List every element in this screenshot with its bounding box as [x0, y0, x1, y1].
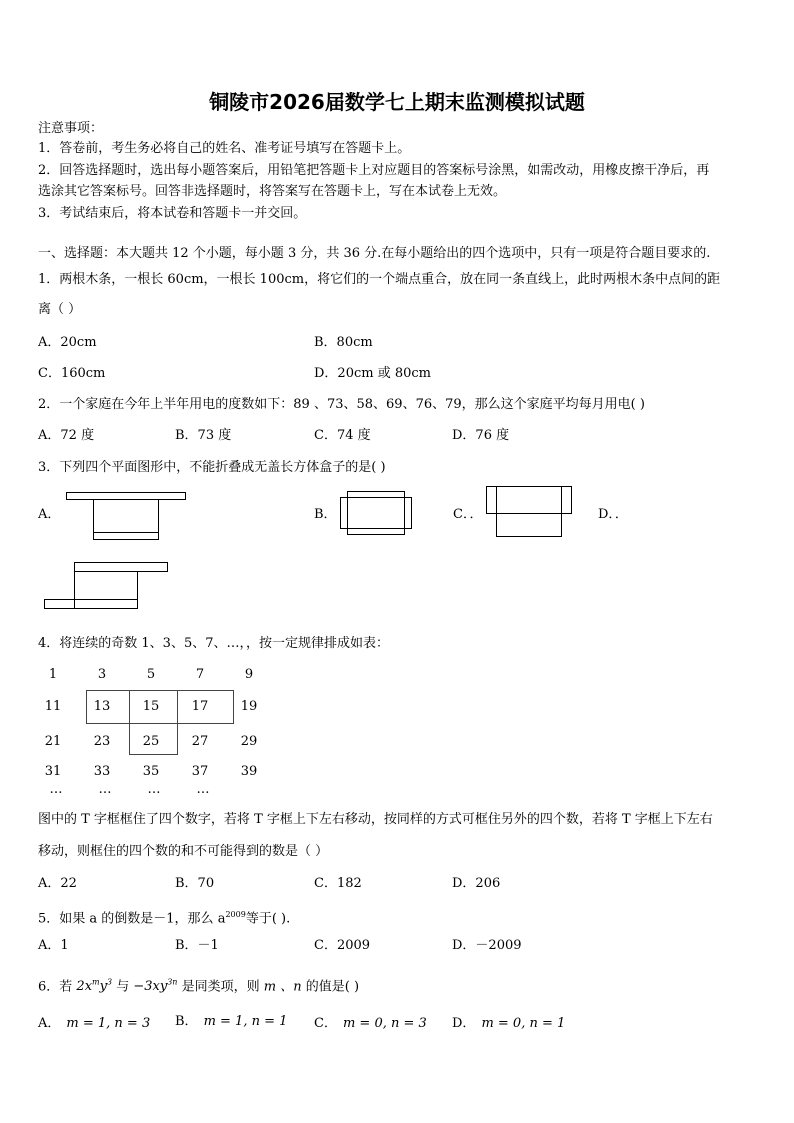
grid-cell: 5 [146, 667, 156, 682]
q5-option-c: C．2009 [314, 938, 371, 953]
q6-option-d-value: m = 0, n = 1 [481, 1016, 566, 1031]
grid-cell: 1 [48, 667, 58, 682]
grid-cell: 11 [44, 699, 62, 714]
q5-option-b: B．－1 [175, 938, 219, 953]
q1-stem-line-1: 1．两根木条，一根长 60cm，一根长 100cm，将它们的一个端点重合，放在同一条直线上，此时两根木条中点间的距 [38, 272, 721, 287]
q4-option-c: C．182 [314, 876, 362, 891]
grid-cell: 29 [240, 734, 258, 749]
q1-stem-line-2: 离（ ） [38, 302, 82, 317]
grid-cell: 37 [191, 764, 209, 779]
grid-cell: 23 [93, 734, 111, 749]
q1-option-a: A．20cm [38, 335, 97, 350]
q6-stem-rest: 是同类项，则 [181, 979, 260, 995]
notice-item-2-line-1: 2．回答选择题时，选出每小题答案后，用铅笔把答题卡上对应题目的答案标号涂黑，如需改动，用橡皮擦干净后，再 [38, 163, 710, 178]
notice-item-1: 1．答卷前，考生务必将自己的姓名、准考证号填写在答题卡上。 [38, 141, 411, 156]
grid-cell: 7 [195, 667, 205, 682]
q5-stem-text: 5．如果 a 的倒数是－1，那么 a [38, 911, 226, 927]
q6-stem [38, 975, 359, 995]
section-heading: 一、选择题：本大题共 12 个小题，每小题 3 分，共 36 分.在每小题给出的四个选项中，只有一项是符合题目要求的. [38, 246, 711, 261]
q6-term-2 [133, 979, 177, 994]
q4-option-b: B．70 [175, 876, 215, 891]
q6-option-c-label: C． [314, 1016, 337, 1031]
q2-option-b: B．73 度 [175, 428, 232, 443]
t-frame-divider [129, 690, 130, 724]
notice-item-2-line-2: 选涂其它答案标号。回答非选择题时，将答案写在答题卡上，写在本试卷上无效。 [38, 184, 507, 199]
t-frame-stem [129, 723, 178, 755]
figure-d-left-flap [44, 599, 75, 609]
grid-ellipsis: … [147, 782, 161, 797]
q6-option-a-label: A． [38, 1016, 61, 1031]
grid-ellipsis: … [49, 782, 63, 797]
q6-stem-and: 与 [116, 979, 130, 995]
q6-term-2-base: −3xy [133, 979, 168, 995]
q6-option-d [452, 1016, 565, 1032]
q2-stem: 2．一个家庭在今年上半年用电的度数如下：89 、73、58、69、76、79，那么这个家庭平均每月用电( ) [38, 397, 645, 412]
q4-option-d: D．206 [452, 876, 501, 891]
q6-term-1-base: 2x [76, 979, 93, 995]
q1-option-d: D．20cm 或 80cm [314, 366, 431, 381]
q2-option-c: C．74 度 [314, 428, 371, 443]
q5-option-a: A．1 [38, 938, 69, 953]
grid-ellipsis: … [98, 782, 112, 797]
q6-option-c [314, 1016, 427, 1032]
q1-option-c: C．160cm [38, 366, 106, 381]
q6-option-b [175, 1014, 287, 1030]
q6-option-b-value: m = 1, n = 1 [203, 1014, 288, 1029]
figure-b-inner [347, 491, 405, 535]
t-frame-divider [177, 690, 178, 724]
page-title: 铜陵市2026届数学七上期末监测模拟试题 [209, 90, 585, 114]
q5-exponent: 2009 [225, 910, 246, 919]
q5-stem-tail: 等于( ). [245, 911, 291, 927]
q4-stem: 4．将连续的奇数 1、3、5、7、…，，按一定规律排成如表： [38, 636, 389, 651]
q4-text-line-1: 图中的 T 字框框住了四个数字，若将 T 字框上下左右移动，按同样的方式可框住另外的四个数，若将 T 字框上下左右 [38, 812, 713, 827]
grid-cell: 35 [142, 764, 160, 779]
q1-option-b: B．80cm [314, 335, 373, 350]
q6-term-1-y: y [99, 979, 107, 995]
q6-term-1-exp-3: 3 [106, 978, 113, 987]
q5-option-d: D．－2009 [452, 938, 522, 953]
figure-d-base [74, 571, 138, 600]
grid-cell: 33 [93, 764, 111, 779]
grid-cell: 9 [244, 667, 254, 682]
grid-cell: 13 [93, 699, 111, 714]
grid-cell: 31 [44, 764, 62, 779]
q6-option-a [38, 1016, 150, 1032]
q3-option-b: B． [314, 507, 337, 522]
grid-cell: 21 [44, 734, 62, 749]
notice-item-3: 3．考试结束后，将本试卷和答题卡一并交回。 [38, 206, 307, 221]
grid-cell: 15 [142, 699, 160, 714]
q6-term-2-exp: 3n [167, 978, 178, 987]
figure-a-bottom-flap [93, 532, 159, 540]
figure-c-inner [496, 486, 562, 537]
q6-option-a-value: m = 1, n = 3 [66, 1016, 151, 1031]
t-frame-top [86, 690, 234, 724]
q3-option-c: C．． [453, 507, 483, 522]
q2-option-a: A．72 度 [38, 428, 95, 443]
q3-stem: 3．下列四个平面图形中，不能折叠成无盖长方体盒子的是( ) [38, 460, 386, 475]
grid-cell: 19 [240, 699, 258, 714]
notice-heading: 注意事项： [38, 121, 104, 136]
grid-cell: 3 [97, 667, 107, 682]
q6-stem-end: 的值是( ) [305, 979, 360, 995]
q6-vars: m 、n [263, 979, 302, 995]
q6-stem-text: 6．若 [38, 979, 73, 995]
q6-term-1-exp-m: m [92, 978, 100, 987]
q3-option-a: A． [38, 507, 61, 522]
figure-d-bottom-strip [74, 599, 138, 609]
figure-a-base [93, 499, 159, 533]
grid-cell: 25 [142, 734, 160, 749]
q6-option-c-value: m = 0, n = 3 [342, 1016, 427, 1031]
grid-cell: 39 [240, 764, 258, 779]
q5-stem [38, 907, 290, 927]
q4-text-line-2: 移动，则框住的四个数的和不可能得到的数是（ ） [38, 844, 329, 859]
grid-cell: 17 [191, 699, 209, 714]
q6-option-b-label: B． [175, 1014, 198, 1029]
q3-option-d: D．． [598, 507, 628, 522]
grid-cell: 27 [191, 734, 209, 749]
q2-option-d: D．76 度 [452, 428, 510, 443]
q6-term-1 [76, 979, 112, 994]
q6-option-d-label: D． [452, 1016, 476, 1031]
q4-option-a: A．22 [38, 876, 77, 891]
grid-ellipsis: … [196, 782, 210, 797]
